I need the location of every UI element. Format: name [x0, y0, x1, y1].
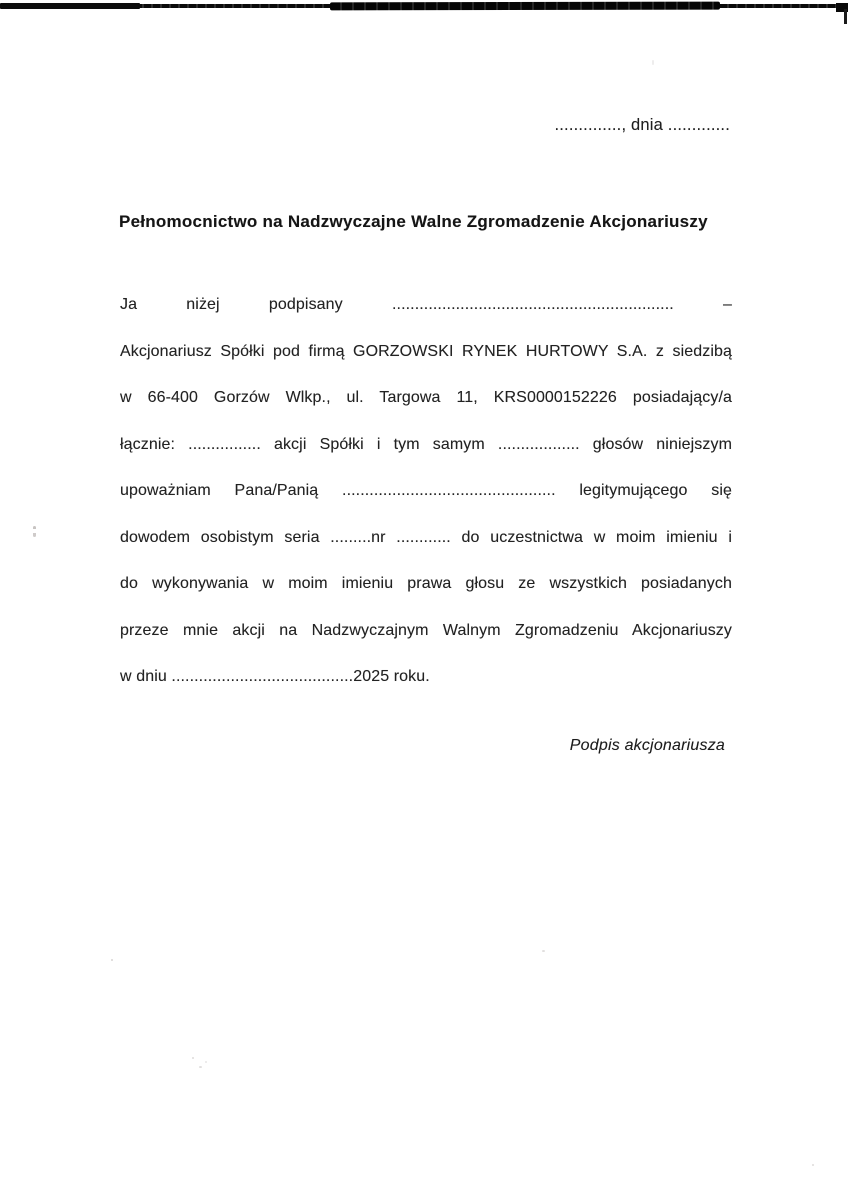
body-line: przeze mnie akcji na Nadzwyczajnym Walnym Zgromadzeniu Akcjonariuszy: [120, 621, 732, 639]
body-line: Ja niżej podpisany .............................................................. –: [120, 296, 732, 313]
scan-speck: [205, 1061, 207, 1063]
body-line: upoważniam Pana/Panią ............................................... legitymującego się: [120, 482, 732, 499]
scan-speck: [192, 1057, 194, 1059]
scan-speck: [652, 60, 654, 65]
body-line: dowodem osobistym seria .........nr ............ do uczestnictwa w moim imieniu i: [120, 528, 732, 546]
body-line: w dniu ........................................2025 roku.: [120, 668, 430, 685]
scan-speck: [199, 1066, 202, 1068]
scan-speck: [812, 1164, 814, 1166]
date-placeholder-line: .............., dnia .............: [554, 116, 730, 134]
scan-speck: [33, 526, 36, 537]
body-line: do wykonywania w moim imieniu prawa głosu ze wszystkich posiadanych: [120, 575, 732, 592]
scan-edge-strip-left: [0, 3, 140, 9]
scan-speck: [111, 959, 113, 961]
body-line: Akcjonariusz Spółki pod firmą GORZOWSKI RYNEK HURTOWY S.A. z siedzibą: [120, 342, 732, 360]
body-line: łącznie: ................ akcji Spółki i tym samym .................. głosów niniejszym: [120, 435, 732, 453]
scan-edge-tick: [844, 9, 847, 24]
scan-speck: [542, 950, 545, 952]
document-body: [120, 282, 732, 701]
scan-edge-strip-middle: [330, 2, 720, 11]
document-title: Pełnomocnictwo na Nadzwyczajne Walne Zgromadzenie Akcjonariuszy: [119, 212, 708, 231]
body-line: w 66-400 Gorzów Wlkp., ul. Targowa 11, KRS0000152226 posiadający/a: [120, 389, 732, 406]
signature-caption: Podpis akcjonariusza: [569, 737, 725, 754]
